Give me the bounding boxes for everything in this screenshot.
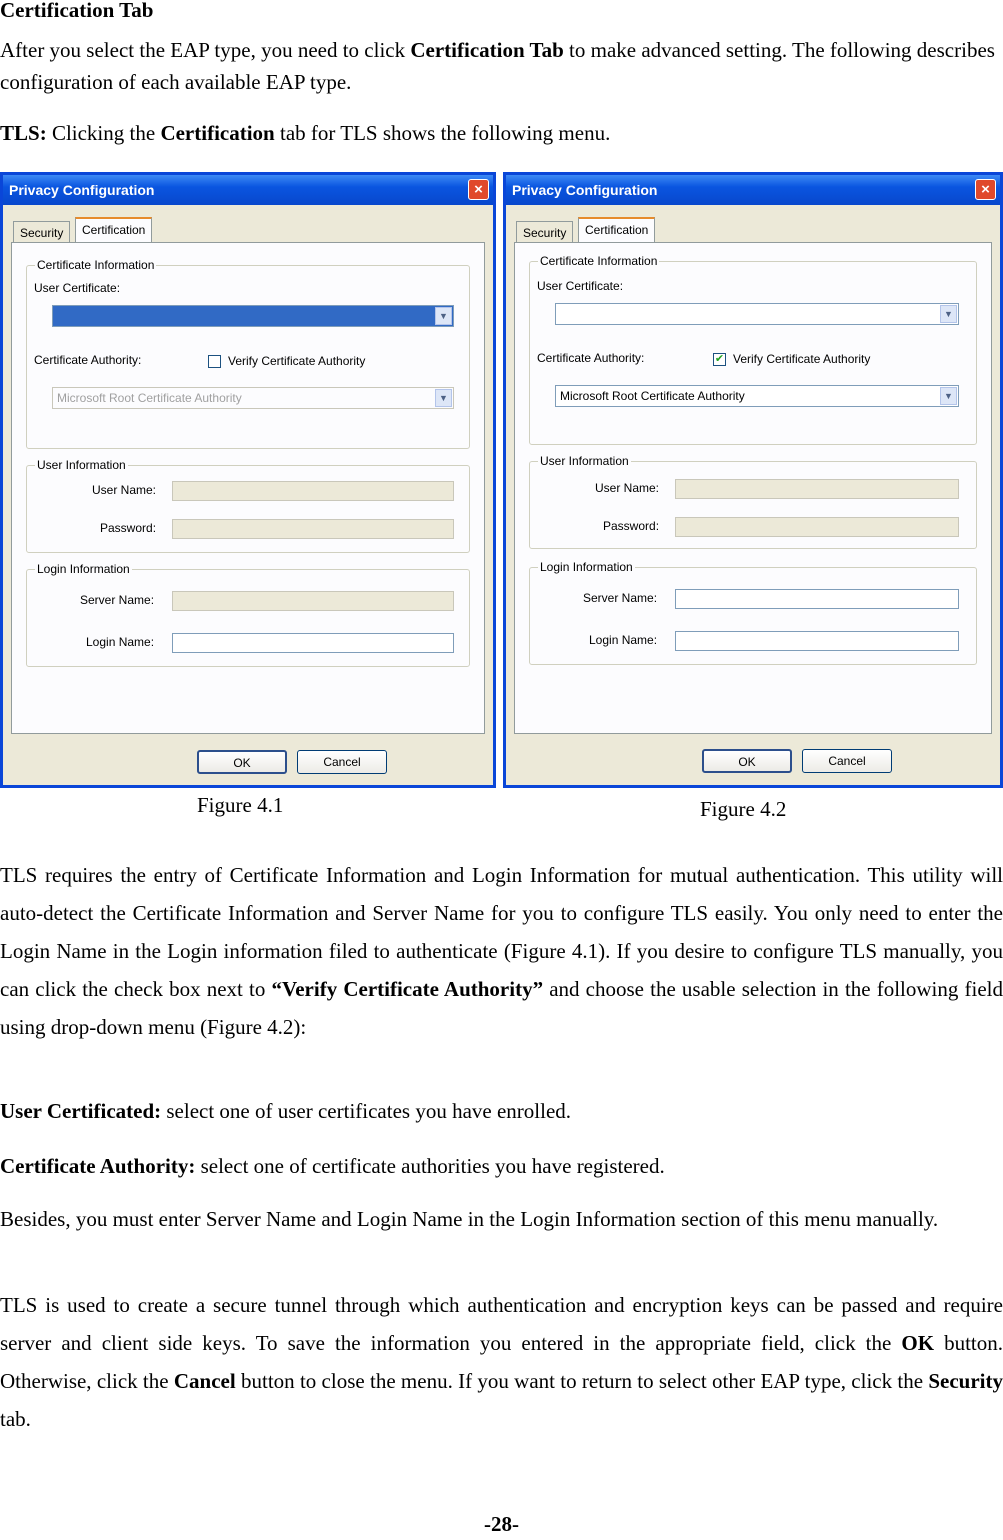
user-name-label: User Name: [595, 481, 660, 495]
dialog-title: Privacy Configuration [3, 175, 493, 205]
cancel-button[interactable]: Cancel [297, 750, 387, 774]
user-name-input[interactable] [172, 481, 454, 501]
login-name-label: Login Name: [589, 633, 658, 647]
ok-button[interactable]: OK [197, 750, 287, 774]
server-name-input[interactable] [675, 589, 959, 609]
final-paragraph: TLS is used to create a secure tunnel through which authentication and encryption keys can be passed and require server and client side keys. To save the information you entered in the appropriate field, click the OK button. Otherwise, click the Cancel button to close the menu. If you want to return to select other EAP type, click the Security tab. [0, 1293, 1003, 1431]
password-label: Password: [603, 519, 660, 533]
password-label: Password: [100, 521, 157, 535]
user-certificate-select[interactable] [555, 303, 959, 325]
certificate-authority-label: Certificate Authority: [34, 353, 142, 367]
chevron-down-icon: ▼ [940, 305, 957, 323]
dialog-title: Privacy Configuration [506, 175, 1000, 205]
certificate-authority-label: Certificate Authority: [537, 351, 645, 365]
close-button[interactable]: × [975, 179, 996, 200]
tab-security[interactable]: Security [13, 221, 70, 244]
password-input[interactable] [675, 517, 959, 537]
chevron-down-icon: ▼ [435, 389, 452, 407]
verify-ca-label: Verify Certificate Authority [733, 352, 871, 366]
verify-ca-label: Verify Certificate Authority [228, 354, 366, 368]
group-label: User Information [540, 454, 629, 468]
section-heading: Certification Tab [0, 0, 154, 22]
intro-paragraph: After you select the EAP type, you need to click Certification Tab to make advanced setting. The following describes configuration of each available EAP type. [0, 38, 995, 94]
verify-ca-checkbox[interactable] [208, 355, 221, 368]
login-name-input[interactable] [172, 633, 454, 653]
page-number: -28- [484, 1512, 519, 1536]
chevron-down-icon: ▼ [940, 387, 957, 405]
group-label: Certificate Information [540, 254, 658, 268]
login-name-input[interactable] [675, 631, 959, 651]
user-name-label: User Name: [92, 483, 157, 497]
group-label: Login Information [37, 562, 130, 576]
server-name-input[interactable] [172, 591, 454, 611]
tab-panel [11, 242, 485, 734]
close-button[interactable]: × [468, 179, 489, 200]
chevron-down-icon: ▼ [435, 307, 452, 325]
privacy-configuration-dialog-1 [0, 172, 496, 788]
tab-certification[interactable]: Certification [75, 217, 152, 243]
group-label: Login Information [540, 560, 633, 574]
ok-button[interactable]: OK [702, 749, 792, 773]
figure-caption-4-2: Figure 4.2 [700, 797, 787, 821]
figure-caption-4-1: Figure 4.1 [197, 793, 284, 817]
user-certificated-line: User Certificated: select one of user certificates you have enrolled. [0, 1099, 572, 1123]
login-name-label: Login Name: [86, 635, 155, 649]
besides-paragraph: Besides, you must enter Server Name and Login Name in the Login Information section of this menu manually. [0, 1207, 939, 1231]
verify-ca-checkbox[interactable] [713, 353, 726, 366]
privacy-configuration-dialog-2 [503, 172, 1003, 788]
user-name-input[interactable] [675, 479, 959, 499]
server-name-label: Server Name: [583, 591, 658, 605]
group-label: User Information [37, 458, 126, 472]
user-certificate-label: User Certificate: [34, 281, 121, 295]
tab-certification[interactable]: Certification [578, 217, 655, 243]
user-certificate-label: User Certificate: [537, 279, 624, 293]
user-information-group [26, 458, 470, 553]
tls-paragraph: TLS requires the entry of Certificate Information and Login Information for mutual authentication. This utility will auto-detect the Certificate Information and Server Name for you to configure TLS easily. You only need to enter the Login Name in the Login information filed to authenticate (Figure 4.1). If you desire to configure TLS manually, you can click the check box next to “Verify Certificate Authority” and choose the usable selection in the following field using drop-down menu (Figure 4.2): [0, 863, 1003, 1039]
server-name-label: Server Name: [80, 593, 155, 607]
tab-panel [514, 242, 992, 734]
group-label: Certificate Information [37, 258, 155, 272]
certificate-authority-select[interactable]: Microsoft Root Certificate Authority ▼ [52, 387, 454, 409]
certificate-authority-line: Certificate Authority: select one of certificate authorities you have registered. [0, 1154, 665, 1178]
checkmark-icon: ✔ [714, 353, 725, 365]
cancel-button[interactable]: Cancel [802, 749, 892, 773]
tls-intro-line: TLS: Clicking the Certification tab for TLS shows the following menu. [0, 121, 611, 145]
password-input[interactable] [172, 519, 454, 539]
tab-security[interactable]: Security [516, 221, 573, 244]
certificate-authority-select[interactable]: Microsoft Root Certificate Authority ▼ [555, 385, 959, 407]
user-certificate-select[interactable] [52, 305, 454, 327]
